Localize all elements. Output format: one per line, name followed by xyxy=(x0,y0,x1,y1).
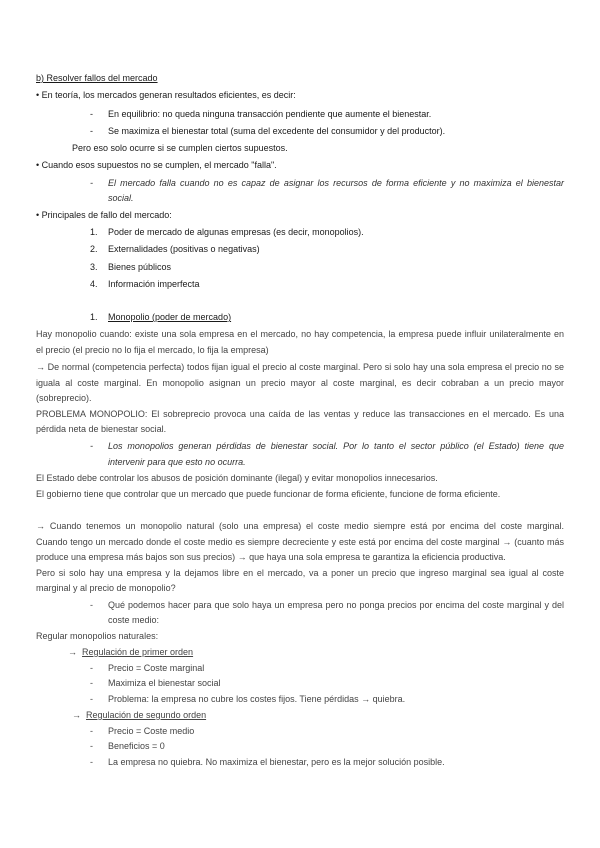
dash-marker: - xyxy=(90,600,93,610)
dash-marker: - xyxy=(90,178,93,188)
dash-marker: - xyxy=(90,663,93,673)
paragraph-line: PROBLEMA MONOPOLIO: El sobreprecio provoca una caída de las ventas y reduce las transacciones en el mercado. Es una xyxy=(36,409,564,419)
paragraph-line: → Cuando tenemos un monopolio natural (solo una empresa) el coste medio siempre está por encima del coste marginal. xyxy=(36,521,564,531)
paragraph-line: Pero si solo hay una empresa y la dejamos libre en el mercado, va a poner un precio que ingreso marginal sea igual al coste xyxy=(36,568,564,578)
paragraph-line: (sobreprecio). xyxy=(36,393,92,403)
paragraph-line: el precio (el precio no lo fija el mercado, lo fija la empresa) xyxy=(36,345,269,355)
arrow-marker: → xyxy=(68,647,77,657)
paragraph-line: Hay monopolio cuando: existe una sola empresa en el mercado, no hay competencia, la empresa puede influir unilateralmente en xyxy=(36,329,564,339)
list-item: Información imperfecta xyxy=(108,279,200,289)
list-number: 1. xyxy=(90,227,98,237)
bullet-text: • Cuando esos supuestos no se cumplen, el mercado "falla". xyxy=(36,160,277,170)
subheading-first-order: Regulación de primer orden xyxy=(82,647,194,657)
paragraph-line: → De normal (competencia perfecta) todos fijan igual el precio al coste marginal. Pero si solo hay una sola empresa el precio no se xyxy=(36,362,564,372)
paragraph-line: El gobierno tiene que controlar que un mercado que puede funcionar de forma eficiente, funcione de forma eficiente. xyxy=(36,489,501,499)
sub-item-text: Se maximiza el bienestar total (suma del excedente del consumidor y del productor). xyxy=(108,126,446,136)
dash-marker: - xyxy=(90,678,93,688)
list-item: Poder de mercado de algunas empresas (es decir, monopolios). xyxy=(108,227,364,237)
italic-quote: El mercado falla cuando no es capaz de asignar los recursos de forma eficiente y no maximiza el bienestar xyxy=(108,178,564,188)
dash-marker: - xyxy=(90,757,93,767)
section-heading: Monopolio (poder de mercado) xyxy=(108,312,232,322)
dash-marker: - xyxy=(90,741,93,751)
paragraph-line: produce una empresa más bajos son sus precios) → que haya una sola empresa te garantiza la eficiencia productiva. xyxy=(36,552,506,562)
sub-item-text: En equilibrio: no queda ninguna transacción pendiente que aumente el bienestar. xyxy=(108,109,432,119)
reg-item: Precio = Coste marginal xyxy=(108,663,205,673)
paragraph-line: pérdida neta de bienestar social. xyxy=(36,424,167,434)
paragraph-line: Cuando tengo un mercado donde el coste medio es siempre decreciente y este está por encima del coste marginal → (cuanto más xyxy=(36,537,564,547)
reg-item: Precio = Coste medio xyxy=(108,726,195,736)
paragraph-line: iguala al coste marginal. En monopolio asignan un precio mayor al coste marginal, es decir cobraban a un precio mayor xyxy=(36,378,564,388)
dash-marker: - xyxy=(90,126,93,136)
paragraph-line: Qué podemos hacer para que solo haya un empresa pero no ponga precios por encima del coste marginal y del xyxy=(108,600,564,610)
reg-item: La empresa no quiebra. No maximiza el bienestar, pero es la mejor solución posible. xyxy=(108,757,445,767)
list-item: Externalidades (positivas o negativas) xyxy=(108,244,260,254)
bullet-text: • En teoría, los mercados generan resultados eficientes, es decir: xyxy=(36,90,296,100)
note-text: Pero eso solo ocurre si se cumplen ciertos supuestos. xyxy=(72,143,288,153)
paragraph-line: marginal y al precio de monopolio? xyxy=(36,583,176,593)
list-number: 3. xyxy=(90,262,98,272)
reg-item: Maximiza el bienestar social xyxy=(108,678,221,688)
list-number: 2. xyxy=(90,244,98,254)
list-item: Bienes públicos xyxy=(108,262,172,272)
reg-item: Problema: la empresa no cubre los costes fijos. Tiene pérdidas → quiebra. xyxy=(108,694,406,704)
dash-marker: - xyxy=(90,694,93,704)
dash-marker: - xyxy=(90,726,93,736)
paragraph-line: Regular monopolios naturales: xyxy=(36,631,159,641)
italic-quote: social. xyxy=(108,193,134,203)
italic-quote: intervenir para que esto no ocurra. xyxy=(108,457,246,467)
reg-item: Beneficios = 0 xyxy=(108,741,165,751)
subheading-second-order: Regulación de segundo orden xyxy=(86,710,207,720)
list-number: 4. xyxy=(90,279,98,289)
italic-quote: Los monopolios generan pérdidas de bienestar social. Por lo tanto el sector público (el Estado) tiene que xyxy=(108,441,564,451)
bullet-text: • Principales de fallo del mercado: xyxy=(36,210,172,220)
paragraph-line: coste medio: xyxy=(108,615,160,625)
paragraph-line: El Estado debe controlar los abusos de posición dominante (ilegal) y evitar monopolios innecesarios. xyxy=(36,473,438,483)
section-title: b) Resolver fallos del mercado xyxy=(36,73,158,83)
heading-number: 1. xyxy=(90,312,98,322)
dash-marker: - xyxy=(90,441,93,451)
arrow-marker: → xyxy=(72,710,81,720)
dash-marker: - xyxy=(90,109,93,119)
